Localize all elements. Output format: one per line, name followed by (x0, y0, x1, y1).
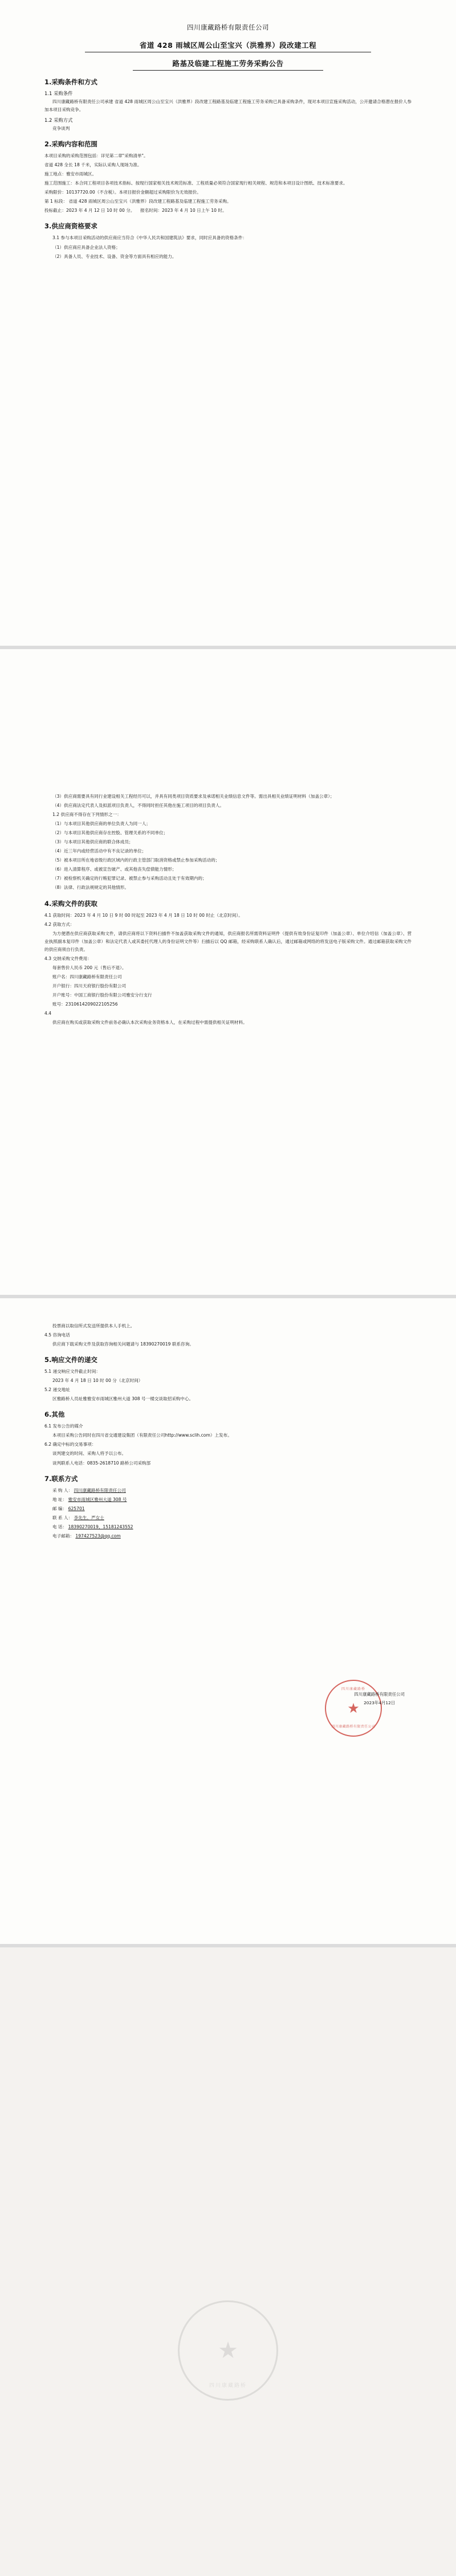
para-3-2-label (44, 811, 412, 819)
contact-label-0: 采 购 人： (52, 1487, 73, 1493)
section-2-heading: 采购内容和范围 (51, 140, 97, 149)
section-heading-7 (44, 1474, 412, 1483)
para-1-2-1: 竞争谈判 (52, 126, 70, 132)
para-4-3-4: 开户账号：中国工商银行股份有限公司雅安分行支行 (52, 992, 152, 998)
para-4-2 (44, 921, 412, 929)
sub-5-1-label: 5.1 (44, 1369, 52, 1375)
para-4-3 (44, 955, 412, 963)
para-6-2-2: 谈判联系人电话：0835-2618710 路桥公司采购部 (52, 1460, 151, 1466)
sub-1-1-text: 采购条件 (54, 91, 73, 96)
para-4-3-2: 账户名：四川康藏路桥有限责任公司 (52, 974, 122, 979)
para-2-2: 省道 428 全长 18 千米，实际认采购人现场为准。 (44, 162, 142, 168)
para-2-4: 施工范围施工：本合同工程项目各项技术指标、按现行国家相关技术规范标准、工程质量必须符合国家现行相关规程、规范和本项目设计图纸、技术标准要求。 (44, 181, 348, 186)
contact-row-4 (44, 1523, 412, 1531)
sub-5-2-label: 5.2 (44, 1387, 52, 1393)
para-5-2-1: 区雅路桥人员址雅雅安市雨城区雅州大道 308 号一楼交谈取招采购中心。 (52, 1396, 194, 1402)
sub-3-1-label: 3.1 (52, 235, 60, 241)
contact-row-1 (44, 1496, 412, 1504)
contact-label-3: 联 系 人： (52, 1515, 73, 1520)
contact-label-1: 地 址： (52, 1496, 67, 1502)
section-3-heading: 供应商资格要求 (51, 222, 97, 231)
bid-deadline: 投标截止：2023 年 4 月 12 日 10 时 00 分。 (44, 208, 135, 214)
para-4-5-text: 供应商下载采购文件及获取咨询相关问题请与 18390270019 联系咨询。 (52, 1342, 194, 1347)
document-title-line-2: 路基及临建工程施工劳务采购公告 (133, 58, 324, 71)
sub-3-2-text: 供应商不得存在下列情形之一： (60, 812, 121, 818)
para-3-1-3: （3）供应商需要具有同行业建设相关工程经历可以，并具有同类项目资质要求及承诺相关业绩信息文件等。需出具相关业绩证明材料（加盖公章）； (52, 794, 335, 799)
section-heading-1 (44, 77, 412, 87)
para-4-1 (44, 912, 412, 920)
section-7-number: 7. (44, 1474, 52, 1483)
seal-top-text: 四川康藏路桥 (341, 1687, 365, 1691)
para-1-1-1: 四川康藏路桥有限责任公司承建 省道 428 雨城区周公山至宝兴（洪雅界）段改建工程路基及临建工程施工劳务采购已具备采购条件，现对本项目宣施采购活动，公开邀请合格潜在报价人参加本项目采购竞争。 (44, 99, 412, 113)
sub-4-4-label: 4.4 (44, 1011, 52, 1016)
signature-date: 2023年4月12日 (364, 1700, 396, 1705)
section-6-number: 6. (44, 1410, 52, 1419)
signup-time: 报名时间：2023 年 4 月 10 日上午 10 时。 (140, 208, 227, 214)
para-2-5: 采购限价：10137720.00（不含税）。本项目报价金额超过采购限价为无效报价。 (44, 190, 201, 195)
para-3-1-2: （2）具备人员、专业技术、设备、资金等方面具有相应的能力。 (52, 253, 177, 259)
watermark-star-icon: ★ (218, 2337, 238, 2364)
para-3-2-1: （1）与本项目其他供应商的单位负责人为同一人； (52, 821, 150, 827)
sub-6-1-label: 6.1 (44, 1424, 52, 1429)
sub-4-3-text: 交纳采购文件费用： (52, 955, 92, 961)
contact-value-3: 李先生、严女士 (74, 1515, 104, 1520)
company-seal (325, 1680, 382, 1737)
para-3-2-8: （8）法律、行政法规规定的其他情形。 (52, 885, 129, 891)
para-3-2-5: （5）被本项目所在地省级行政区域内的行政主管部门取消资格或禁止参加采购活动的； (52, 858, 220, 863)
sub-1-2-label: 1.2 (44, 117, 52, 124)
para-4-3-3: 开户银行：四川天府银行股份有限公司 (52, 983, 127, 988)
seal-star-icon: ★ (347, 1700, 360, 1716)
para-4-5-label: 4.5 咨询电话 (44, 1332, 70, 1338)
document-sheet-1 (0, 0, 456, 649)
contact-value-4: 18390270019、15181243552 (68, 1524, 133, 1529)
para-3-2-7: （7）被检察机关确定的行贿犯罪记录、被禁止参与采购活动且处于有效期内的； (52, 876, 207, 881)
section-heading-6 (44, 1410, 412, 1419)
company-name: 四川康藏路桥有限责任公司 (187, 23, 269, 31)
para-3-1-4: （4）供应商法定代表人及拟派项目负责人，不得同时担任其他在施工项目的项目负责人。 (52, 803, 224, 809)
section-4-number: 4. (44, 899, 52, 908)
para-4-4-2: 投票商以取信所式发送所提供本人手机上。 (52, 1323, 135, 1328)
para-5-1 (44, 1368, 412, 1376)
page-watermark (178, 2300, 278, 2401)
sub-4-3-label: 4.3 (44, 955, 52, 961)
para-4-4 (44, 1010, 412, 1018)
document-sheet-2 (0, 649, 456, 1298)
contact-row-2 (44, 1505, 412, 1513)
section-5-number: 5. (44, 1356, 52, 1364)
section-heading-4 (44, 899, 412, 908)
section-1-number: 1. (44, 78, 52, 86)
para-2-6: 第 1 标段： 省道 428 雨城区周公山至宝兴（洪雅界）段改建工程路基及临建工程施工劳务采购。 (44, 199, 231, 204)
para-3-2-3: （3）与本项目其他供应商的联合体成员； (52, 839, 133, 845)
para-2-7 (44, 207, 412, 215)
section-heading-5 (44, 1355, 412, 1364)
para-2-3: 施工地点：雅安市雨城区。 (44, 171, 97, 177)
para-4-4-1: 供应商在购买或获取采购文件前务必确认本次采购业务资格本人，在采购过程中需提供相关证明材料。 (52, 1020, 247, 1026)
sub-3-1-text: 参与本项目采购活动的供应商应当符合《中华人民共和国建筑法》要求，同时应具备的资格条件： (60, 235, 247, 241)
seal-bottom-text: 四川康藏路桥有限责任公司 (331, 1725, 376, 1729)
signature-company: 四川康藏路桥有限责任公司 (354, 1692, 405, 1697)
contact-label-4: 电 话： (52, 1524, 67, 1529)
sub-3-2-label: 1.2 (52, 812, 60, 818)
sub-6-2-text: 确定中标的交易事项： (52, 1442, 96, 1447)
para-6-2 (44, 1441, 412, 1449)
section-heading-2 (44, 140, 412, 149)
sub-6-1-text: 发布公告的媒介 (52, 1424, 83, 1429)
para-3-2-2: （2）与本项目其他供应商存在控股、管理关系的不同单位； (52, 830, 168, 836)
contact-row-0 (44, 1487, 412, 1495)
contact-value-2: 625701 (68, 1506, 85, 1511)
section-3-number: 3. (44, 222, 52, 231)
document-title-line-1: 省道 428 雨城区周公山至宝兴（洪雅界）段改建工程 (85, 40, 371, 52)
contact-value-1: 雅安市雨城区雅州大道 308 号 (68, 1496, 127, 1502)
sub-4-1-label: 4.1 (44, 912, 52, 918)
para-6-1-1: 本项目采购公告同时在四川省交通建设集团（有限责任公司http://www.sclih.com）上发布。 (52, 1433, 232, 1438)
para-3-2-6: （6）进入清算程序、或被宣告破产、或其他丧失偿债能力情形； (52, 867, 177, 872)
sub-6-2-label: 6.2 (44, 1442, 52, 1447)
section-2-number: 2. (44, 140, 52, 149)
sub-4-1-text: 获取时间：2023 年 4 月 10 日 9 时 00 时起至 2023 年 4 月 18 日 10 时 00 时止（北京时间）。 (52, 912, 243, 918)
section-heading-3 (44, 221, 412, 231)
signature-block (354, 1691, 405, 1706)
section-5-heading: 响应文件的递交 (51, 1356, 97, 1364)
contact-row-3 (44, 1514, 412, 1522)
para-4-3-5: 账号：2310614209022105256 (52, 1001, 118, 1007)
document-sheet-4 (0, 1947, 456, 2576)
sub-4-2-text: 获取方式： (52, 921, 75, 927)
contact-row-5 (44, 1532, 412, 1540)
para-5-2 (44, 1386, 412, 1394)
contact-value-5: 197427523@qq.com (75, 1533, 121, 1539)
para-3-1-label (44, 234, 412, 242)
watermark-text: 四川康藏路桥 (209, 2383, 247, 2389)
section-6-heading: 其他 (51, 1410, 65, 1419)
contact-label-5: 电子邮箱： (52, 1533, 74, 1539)
sub-1-2-text: 采购方式 (54, 117, 73, 124)
contact-label-2: 邮 编： (52, 1506, 67, 1511)
para-5-1-1: 2023 年 4 月 18 日 10 时 00 分（北京时间） (52, 1378, 143, 1384)
para-4-2-1: 为方便潜在供应商获取采购文件，请供应商将以下资料扫描件不加盖获取采购文件的通知，供应商报名所需资料证明件（提供有效身份证复印件（加盖公章）、单位介绍信（加盖公章）、营业执照副本复印件（加盖公章）和法定代表人或其委托代理人的身份证明文件等）扫描后以 QQ 邮箱，经采购联系人确认后，通过邮箱或网络的将发送电子版采购文件。通过邮箱获取采购文件的供应商须自行负责。 (44, 930, 412, 952)
sub-4-2-label: 4.2 (44, 921, 52, 927)
para-3-2-4: （4）近三年内或经营活动中有不良记录的单位； (52, 848, 146, 854)
para-4-3-1: 每套售价人民币 200 元（售后不退）。 (52, 965, 127, 970)
contact-value-0: 四川康藏路桥有限责任公司 (74, 1487, 126, 1493)
section-4-heading: 采购文件的获取 (51, 899, 97, 908)
para-2-1: 本项目采购的采购范围包括：详见第二章"采购清单"。 (44, 153, 148, 159)
document-sheet-3 (0, 1298, 456, 1947)
para-3-1-1: （1）供应商应具备企业法人资格； (52, 244, 120, 250)
subsection-1-1 (44, 90, 412, 97)
sub-5-2-text: 递交地址 (52, 1387, 70, 1393)
subsection-1-2 (44, 117, 412, 124)
section-7-heading: 联系方式 (51, 1474, 78, 1483)
para-6-2-1: 谈判建交的时间、采购人将予以公布。 (52, 1451, 127, 1457)
section-1-heading: 采购条件和方式 (51, 78, 97, 86)
sub-1-1-label: 1.1 (44, 91, 52, 96)
para-6-1 (44, 1422, 412, 1430)
sub-5-1-text: 递交响应文件截止时间： (52, 1369, 101, 1375)
